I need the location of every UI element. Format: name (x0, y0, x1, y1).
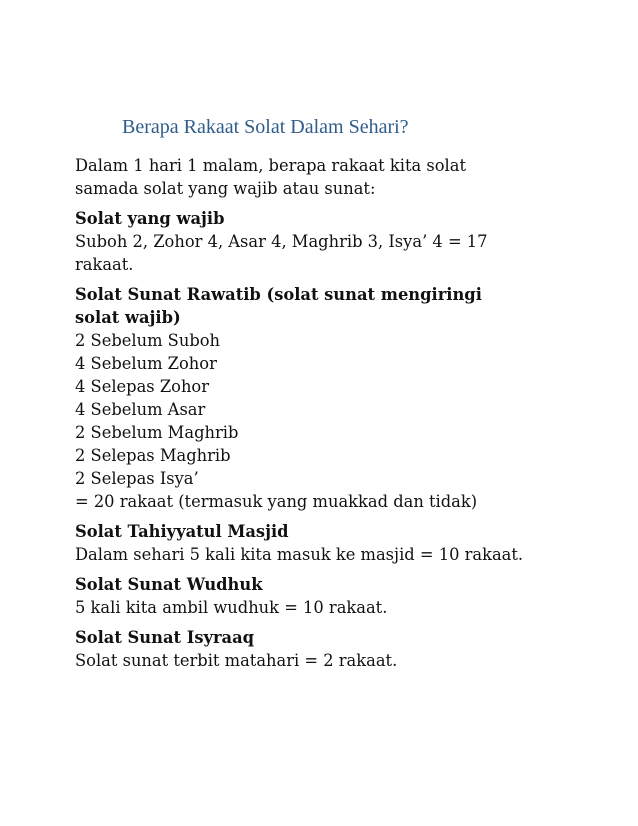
document-title: Berapa Rakaat Solat Dalam Sehari? (122, 116, 409, 138)
document-body (75, 154, 575, 679)
rawatib-item: 4 Selepas Zohor (75, 377, 210, 396)
rawatib-heading: Solat Sunat Rawatib (solat sunat mengiringi (75, 285, 482, 304)
wajib-section (75, 207, 575, 276)
rawatib-item: 2 Selepas Maghrib (75, 446, 231, 465)
wudhuk-section (75, 573, 575, 619)
wudhuk-text: 5 kali kita ambil wudhuk = 10 rakaat. (75, 598, 388, 617)
tahiyyatul-heading: Solat Tahiyyatul Masjid (75, 522, 289, 541)
wajib-line: Suboh 2, Zohor 4, Asar 4, Maghrib 3, Isya’ 4 = 17 (75, 232, 488, 251)
intro-line: samada solat yang wajib atau sunat: (75, 179, 376, 198)
isyraaq-heading: Solat Sunat Isyraaq (75, 628, 255, 647)
rawatib-total: = 20 rakaat (termasuk yang muakkad dan tidak) (75, 492, 478, 511)
rawatib-item: 2 Selepas Isya’ (75, 469, 199, 488)
tahiyyatul-text: Dalam sehari 5 kali kita masuk ke masjid = 10 rakaat. (75, 545, 524, 564)
rawatib-section (75, 283, 575, 513)
rawatib-item: 2 Sebelum Maghrib (75, 423, 239, 442)
isyraaq-text: Solat sunat terbit matahari = 2 rakaat. (75, 651, 398, 670)
tahiyyatul-section (75, 520, 575, 566)
isyraaq-section (75, 626, 575, 672)
rawatib-item: 4 Sebelum Zohor (75, 354, 217, 373)
rawatib-item: 4 Sebelum Asar (75, 400, 206, 419)
rawatib-heading: solat wajib) (75, 308, 181, 327)
wudhuk-heading: Solat Sunat Wudhuk (75, 575, 263, 594)
rawatib-item: 2 Sebelum Suboh (75, 331, 221, 350)
intro-paragraph (75, 154, 575, 200)
intro-line: Dalam 1 hari 1 malam, berapa rakaat kita solat (75, 156, 467, 175)
wajib-line: rakaat. (75, 255, 134, 274)
wajib-heading: Solat yang wajib (75, 209, 225, 228)
